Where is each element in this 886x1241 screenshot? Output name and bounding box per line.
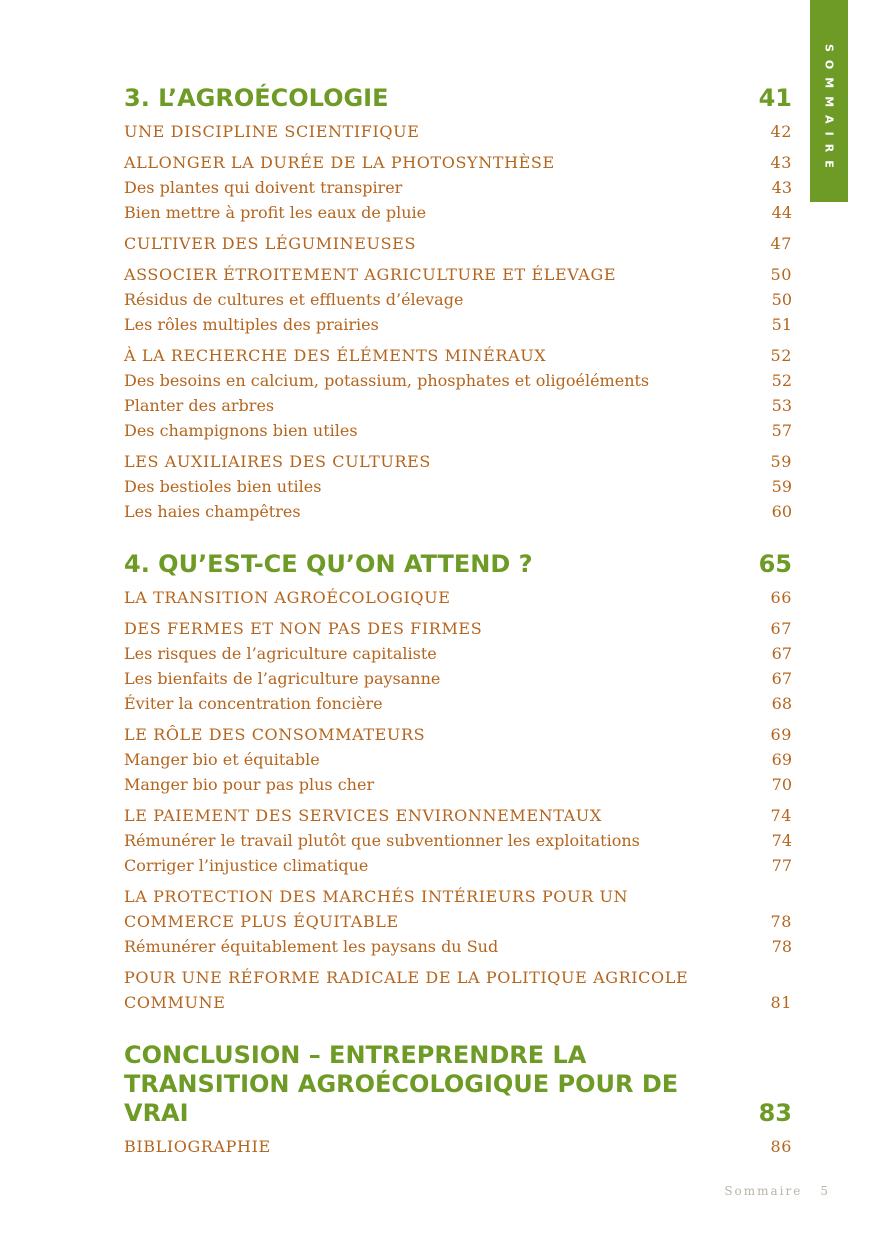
chapter-page: 41 (758, 84, 792, 112)
item-title: Manger bio et équitable (124, 750, 320, 769)
section-page: 43 (770, 153, 792, 172)
section-title: ALLONGER LA DURÉE DE LA PHOTOSYNTHÈSE (124, 153, 555, 172)
toc-item[interactable] (124, 312, 792, 337)
section-page: 69 (770, 725, 792, 744)
item-title: Des besoins en calcium, potassium, phosphates et oligoéléments (124, 371, 650, 390)
toc-chapter[interactable] (124, 1041, 792, 1128)
toc-section[interactable] (124, 262, 792, 287)
toc-item[interactable] (124, 828, 792, 853)
section-title: UNE DISCIPLINE SCIENTIFIQUE (124, 122, 420, 141)
section-page: 78 (770, 912, 792, 931)
section-page: 81 (770, 993, 792, 1012)
section-title: À LA RECHERCHE DES ÉLÉMENTS MINÉRAUX (124, 346, 547, 365)
toc-item[interactable] (124, 747, 792, 772)
item-title: Bien mettre à profit les eaux de pluie (124, 203, 427, 222)
toc-item[interactable] (124, 499, 792, 524)
item-page: 70 (771, 775, 792, 794)
item-title: Corriger l’injustice climatique (124, 856, 369, 875)
section-page: 86 (770, 1137, 792, 1156)
toc-item[interactable] (124, 287, 792, 312)
section-page: 50 (770, 265, 792, 284)
table-of-contents (124, 82, 792, 1159)
item-title: Éviter la concentration foncière (124, 694, 383, 713)
toc-chapter[interactable] (124, 84, 792, 113)
toc-section[interactable] (124, 585, 792, 610)
item-title: Résidus de cultures et effluents d’élevage (124, 290, 464, 309)
sommaire-side-tab[interactable] (810, 0, 848, 202)
item-title: Planter des arbres (124, 396, 275, 415)
item-title: Des bestioles bien utiles (124, 477, 322, 496)
section-page: 42 (770, 122, 792, 141)
toc-item[interactable] (124, 474, 792, 499)
item-page: 69 (771, 750, 792, 769)
section-page: 67 (770, 619, 792, 638)
section-page: 74 (770, 806, 792, 825)
section-title: LES AUXILIAIRES DES CULTURES (124, 452, 431, 471)
item-title: Rémunérer équitablement les paysans du Sud (124, 937, 499, 956)
section-title: POUR UNE RÉFORME RADICALE DE LA POLITIQUE AGRICOLE COMMUNE (124, 968, 689, 1012)
toc-item[interactable] (124, 200, 792, 225)
toc-item[interactable] (124, 175, 792, 200)
side-tab-label: SOMMAIRE (822, 44, 836, 176)
toc-section[interactable] (124, 231, 792, 256)
item-page: 52 (771, 371, 792, 390)
item-page: 59 (771, 477, 792, 496)
item-title: Les rôles multiples des prairies (124, 315, 379, 334)
item-page: 67 (771, 644, 792, 663)
section-page: 47 (770, 234, 792, 253)
toc-item[interactable] (124, 853, 792, 878)
section-title: BIBLIOGRAPHIE (124, 1137, 271, 1156)
toc-section[interactable] (124, 884, 792, 934)
item-page: 60 (771, 502, 792, 521)
toc-chapter[interactable] (124, 550, 792, 579)
section-title: LE PAIEMENT DES SERVICES ENVIRONNEMENTAUX (124, 806, 602, 825)
toc-section[interactable] (124, 449, 792, 474)
section-title: LA TRANSITION AGROÉCOLOGIQUE (124, 588, 451, 607)
toc-item[interactable] (124, 418, 792, 443)
toc-section[interactable] (124, 119, 792, 144)
item-title: Des champignons bien utiles (124, 421, 358, 440)
item-title: Manger bio pour pas plus cher (124, 775, 375, 794)
chapter-spacer (124, 1015, 792, 1039)
toc-item[interactable] (124, 772, 792, 797)
chapter-title: CONCLUSION – ENTREPRENDRE LA TRANSITION AGROÉCOLOGIQUE POUR DE VRAI (124, 1041, 679, 1127)
section-title: DES FERMES ET NON PAS DES FIRMES (124, 619, 483, 638)
item-page: 44 (771, 203, 792, 222)
toc-item[interactable] (124, 934, 792, 959)
section-page: 52 (770, 346, 792, 365)
toc-section[interactable] (124, 722, 792, 747)
page-number: 5 (820, 1184, 828, 1198)
item-page: 53 (771, 396, 792, 415)
item-page: 43 (771, 178, 792, 197)
chapter-title: 3. L’AGROÉCOLOGIE (124, 84, 389, 112)
section-title: CULTIVER DES LÉGUMINEUSES (124, 234, 416, 253)
toc-item[interactable] (124, 666, 792, 691)
section-title: LE RÔLE DES CONSOMMATEURS (124, 725, 426, 744)
toc-item[interactable] (124, 691, 792, 716)
toc-section[interactable] (124, 343, 792, 368)
toc-item[interactable] (124, 641, 792, 666)
item-page: 57 (771, 421, 792, 440)
chapter-spacer (124, 524, 792, 548)
item-title: Les risques de l’agriculture capitaliste (124, 644, 437, 663)
item-page: 77 (771, 856, 792, 875)
item-page: 67 (771, 669, 792, 688)
page-footer (724, 1184, 828, 1198)
item-page: 50 (771, 290, 792, 309)
item-page: 68 (771, 694, 792, 713)
chapter-page: 83 (758, 1099, 792, 1127)
section-title: LA PROTECTION DES MARCHÉS INTÉRIEURS POUR UN COMMERCE PLUS ÉQUITABLE (124, 887, 629, 931)
toc-item[interactable] (124, 368, 792, 393)
item-title: Des plantes qui doivent transpirer (124, 178, 403, 197)
item-page: 74 (771, 831, 792, 850)
chapter-page: 65 (758, 550, 792, 578)
toc-section[interactable] (124, 616, 792, 641)
toc-item[interactable] (124, 393, 792, 418)
item-page: 51 (771, 315, 792, 334)
item-title: Rémunérer le travail plutôt que subventionner les exploitations (124, 831, 640, 850)
toc-section[interactable] (124, 803, 792, 828)
footer-label: Sommaire (724, 1184, 803, 1198)
item-title: Les haies champêtres (124, 502, 301, 521)
chapter-title: 4. QU’EST-CE QU’ON ATTEND ? (124, 550, 533, 578)
toc-section[interactable] (124, 1134, 792, 1159)
item-page: 78 (771, 937, 792, 956)
section-page: 59 (770, 452, 792, 471)
section-page: 66 (770, 588, 792, 607)
toc-section[interactable] (124, 965, 792, 1015)
section-title: ASSOCIER ÉTROITEMENT AGRICULTURE ET ÉLEVAGE (124, 265, 617, 284)
item-title: Les bienfaits de l’agriculture paysanne (124, 669, 441, 688)
toc-section[interactable] (124, 150, 792, 175)
